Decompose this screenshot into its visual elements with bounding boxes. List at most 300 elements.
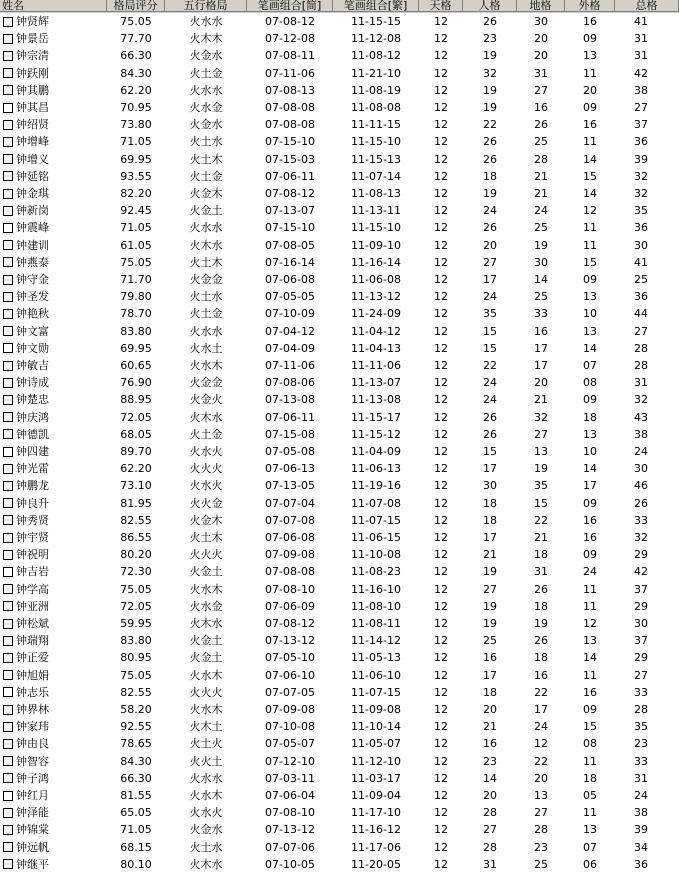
table-row[interactable] — [0, 839, 679, 856]
row-checkbox[interactable] — [3, 584, 13, 594]
renge-cell: 27 — [483, 823, 497, 837]
score-cell: 62.20 — [120, 83, 152, 97]
name-cell — [3, 185, 107, 202]
wuxing-cell: 火金金 — [189, 273, 223, 286]
waige-cell: 13 — [583, 324, 597, 338]
table-row[interactable] — [0, 529, 679, 546]
table-row[interactable] — [0, 667, 679, 684]
table-row[interactable] — [0, 856, 679, 873]
score-cell: 86.55 — [120, 531, 152, 544]
tiange-cell: 12 — [434, 634, 448, 648]
renge-cell: 20 — [483, 789, 497, 802]
zongge-cell: 33 — [634, 685, 648, 699]
waige-cell: 13 — [583, 427, 597, 441]
renge-cell: 23 — [483, 32, 497, 46]
table-row[interactable] — [0, 305, 679, 322]
row-checkbox[interactable] — [3, 412, 13, 422]
col-header-strokes-traditional[interactable]: 笔画组合[繁] — [333, 0, 419, 12]
zongge-cell: 32 — [634, 169, 648, 183]
zongge-cell: 41 — [634, 255, 648, 269]
row-checkbox[interactable] — [3, 687, 13, 697]
table-row[interactable] — [0, 133, 679, 150]
table-row[interactable] — [0, 13, 679, 30]
dige-cell: 14 — [534, 273, 548, 286]
row-checkbox[interactable] — [3, 326, 13, 336]
score-cell: 73.80 — [120, 118, 152, 132]
dige-cell: 28 — [534, 152, 548, 166]
row-checkbox[interactable] — [3, 257, 13, 267]
score-cell: 80.10 — [120, 857, 152, 871]
dige-cell: 16 — [534, 324, 548, 338]
table-row[interactable] — [0, 409, 679, 426]
tiange-cell: 12 — [434, 703, 448, 716]
table-row[interactable] — [0, 787, 679, 804]
waige-cell: 15 — [583, 720, 597, 734]
zongge-cell: 25 — [634, 273, 648, 286]
table-row[interactable] — [0, 770, 679, 787]
renge-cell: 24 — [483, 393, 497, 407]
row-checkbox[interactable] — [3, 361, 13, 371]
zongge-cell: 28 — [634, 341, 648, 355]
row-checkbox[interactable] — [3, 619, 13, 629]
row-checkbox[interactable] — [3, 670, 13, 680]
dige-cell: 21 — [534, 187, 548, 200]
score-cell: 71.05 — [120, 135, 152, 149]
strokes-simplified-cell: 07-08-13 — [265, 83, 315, 97]
table-row[interactable] — [0, 684, 679, 701]
dige-cell: 17 — [534, 703, 548, 716]
score-cell: 58.20 — [120, 703, 152, 716]
col-header-strokes-simplified[interactable]: 笔画组合[简] — [247, 0, 333, 12]
table-row[interactable] — [0, 701, 679, 718]
zongge-cell: 36 — [634, 290, 648, 304]
row-checkbox[interactable] — [3, 464, 13, 474]
zongge-cell: 34 — [634, 840, 648, 854]
row-checkbox[interactable] — [3, 842, 13, 852]
table-row[interactable] — [0, 271, 679, 288]
renge-cell: 18 — [483, 685, 497, 699]
table-row[interactable] — [0, 563, 679, 580]
row-checkbox[interactable] — [3, 309, 13, 319]
tiange-cell: 12 — [434, 83, 448, 97]
row-checkbox[interactable] — [3, 171, 13, 181]
row-checkbox[interactable] — [3, 791, 13, 801]
row-checkbox[interactable] — [3, 189, 13, 199]
dige-cell: 21 — [534, 169, 548, 183]
name-cell — [3, 47, 107, 64]
zongge-cell: 29 — [634, 651, 648, 665]
strokes-traditional-cell: 11-14-12 — [351, 634, 401, 648]
table-row[interactable] — [0, 615, 679, 632]
zongge-cell: 30 — [634, 617, 648, 630]
col-header-wuxing[interactable]: 五行格局 — [165, 0, 247, 12]
waige-cell: 14 — [583, 651, 597, 665]
dige-cell: 24 — [534, 204, 548, 218]
zongge-cell: 41 — [634, 15, 648, 28]
name-cell — [3, 254, 107, 271]
table-row[interactable] — [0, 718, 679, 735]
row-checkbox[interactable] — [3, 722, 13, 732]
dige-cell: 15 — [534, 496, 548, 510]
zongge-cell: 39 — [634, 823, 648, 837]
strokes-traditional-cell: 11-13-07 — [351, 376, 401, 390]
table-row[interactable] — [0, 254, 679, 271]
row-checkbox[interactable] — [3, 859, 13, 869]
score-cell: 81.55 — [120, 789, 152, 802]
row-checkbox[interactable] — [3, 68, 13, 78]
zongge-cell: 30 — [634, 462, 648, 476]
row-checkbox[interactable] — [3, 481, 13, 491]
strokes-simplified-cell: 07-12-08 — [265, 32, 315, 46]
dige-cell: 23 — [534, 840, 548, 854]
table-row[interactable] — [0, 168, 679, 185]
waige-cell: 09 — [583, 548, 597, 562]
tiange-cell: 12 — [434, 479, 448, 493]
wuxing-cell: 火金木 — [189, 513, 223, 527]
renge-cell: 31 — [483, 857, 497, 871]
tiange-cell: 12 — [434, 169, 448, 183]
strokes-traditional-cell: 11-21-10 — [351, 66, 401, 80]
dige-cell: 30 — [534, 15, 548, 28]
waige-cell: 15 — [583, 169, 597, 183]
score-cell: 60.65 — [120, 359, 152, 372]
row-checkbox[interactable] — [3, 85, 13, 95]
strokes-traditional-cell: 11-07-14 — [351, 169, 401, 183]
tiange-cell: 12 — [434, 668, 448, 682]
waige-cell: 06 — [583, 857, 597, 871]
row-checkbox[interactable] — [3, 705, 13, 715]
score-cell: 80.20 — [120, 548, 152, 562]
row-checkbox[interactable] — [3, 395, 13, 405]
name-label: 钟守金 — [16, 273, 49, 286]
name-cell — [3, 667, 107, 684]
strokes-simplified-cell: 07-08-12 — [265, 617, 315, 630]
tiange-cell: 12 — [434, 324, 448, 338]
waige-cell: 09 — [583, 273, 597, 286]
score-cell: 69.95 — [120, 152, 152, 166]
zongge-cell: 31 — [634, 771, 648, 785]
renge-cell: 15 — [483, 445, 497, 458]
row-checkbox[interactable] — [3, 601, 13, 611]
waige-cell: 09 — [583, 393, 597, 407]
row-checkbox[interactable] — [3, 378, 13, 388]
table-row[interactable] — [0, 357, 679, 374]
tiange-cell: 12 — [434, 341, 448, 355]
row-checkbox[interactable] — [3, 223, 13, 233]
waige-cell: 20 — [583, 83, 597, 97]
tiange-cell: 12 — [434, 135, 448, 149]
waige-cell: 18 — [583, 771, 597, 785]
wuxing-cell: 火金土 — [189, 634, 223, 648]
row-checkbox[interactable] — [3, 154, 13, 164]
name-cell — [3, 718, 107, 735]
strokes-traditional-cell: 11-16-14 — [351, 255, 401, 269]
tiange-cell: 12 — [434, 204, 448, 218]
strokes-traditional-cell: 11-16-10 — [351, 582, 401, 596]
name-cell — [3, 821, 107, 838]
score-cell: 84.30 — [120, 66, 152, 80]
score-cell: 59.95 — [120, 617, 152, 630]
table-row[interactable] — [0, 82, 679, 99]
zongge-cell: 36 — [634, 857, 648, 871]
row-checkbox[interactable] — [3, 51, 13, 61]
table-row[interactable] — [0, 288, 679, 305]
row-checkbox[interactable] — [3, 292, 13, 302]
zongge-cell: 38 — [634, 83, 648, 97]
col-header-zongge[interactable]: 总格 — [615, 0, 679, 12]
zongge-cell: 38 — [634, 427, 648, 441]
dige-cell: 18 — [534, 548, 548, 562]
renge-cell: 30 — [483, 479, 497, 493]
name-cell — [3, 684, 107, 701]
waige-cell: 16 — [583, 15, 597, 28]
renge-cell: 20 — [483, 238, 497, 252]
table-row[interactable] — [0, 546, 679, 563]
waige-cell: 10 — [583, 445, 597, 458]
table-row[interactable] — [0, 443, 679, 460]
score-cell: 71.05 — [120, 823, 152, 837]
tiange-cell: 12 — [434, 238, 448, 252]
zongge-cell: 38 — [634, 806, 648, 820]
table-row[interactable] — [0, 735, 679, 752]
strokes-simplified-cell: 07-13-05 — [265, 479, 315, 493]
strokes-simplified-cell: 07-09-08 — [265, 548, 315, 562]
row-checkbox[interactable] — [3, 275, 13, 285]
tiange-cell: 12 — [434, 15, 448, 28]
dige-cell: 21 — [534, 393, 548, 407]
row-checkbox[interactable] — [3, 739, 13, 749]
table-row[interactable] — [0, 581, 679, 598]
col-header-waige[interactable]: 外格 — [565, 0, 615, 12]
row-checkbox[interactable] — [3, 103, 13, 113]
wuxing-cell: 火土水 — [189, 135, 223, 149]
strokes-traditional-cell: 11-10-14 — [351, 720, 401, 734]
row-checkbox[interactable] — [3, 498, 13, 508]
table-row[interactable] — [0, 47, 679, 64]
strokes-traditional-cell: 11-17-10 — [351, 806, 401, 820]
table-row[interactable] — [0, 649, 679, 666]
strokes-traditional-cell: 11-11-15 — [351, 118, 401, 132]
tiange-cell: 12 — [434, 496, 448, 510]
col-header-score[interactable]: 格局评分 — [107, 0, 165, 12]
dige-cell: 19 — [534, 462, 548, 476]
row-checkbox[interactable] — [3, 636, 13, 646]
name-label: 钟庆鸿 — [16, 410, 49, 424]
wuxing-cell: 火金火 — [189, 393, 223, 407]
score-cell: 84.30 — [120, 754, 152, 768]
name-label: 钟泽能 — [16, 806, 49, 820]
row-checkbox[interactable] — [3, 343, 13, 353]
strokes-traditional-cell: 11-15-10 — [351, 221, 401, 235]
score-cell: 68.05 — [120, 427, 152, 441]
zongge-cell: 31 — [634, 49, 648, 63]
row-checkbox[interactable] — [3, 447, 13, 457]
row-checkbox[interactable] — [3, 653, 13, 663]
row-checkbox[interactable] — [3, 533, 13, 543]
dige-cell: 25 — [534, 857, 548, 871]
name-label: 钟文勋 — [16, 341, 49, 355]
name-cell — [3, 443, 107, 460]
score-cell: 92.55 — [120, 720, 152, 734]
name-cell — [3, 357, 107, 374]
strokes-traditional-cell: 11-04-09 — [351, 445, 401, 458]
renge-cell: 23 — [483, 754, 497, 768]
row-checkbox[interactable] — [3, 429, 13, 439]
zongge-cell: 26 — [634, 496, 648, 510]
table-row[interactable] — [0, 185, 679, 202]
row-checkbox[interactable] — [3, 567, 13, 577]
waige-cell: 09 — [583, 101, 597, 114]
tiange-cell: 12 — [434, 857, 448, 871]
table-row[interactable] — [0, 821, 679, 838]
row-checkbox[interactable] — [3, 825, 13, 835]
tiange-cell: 12 — [434, 840, 448, 854]
tiange-cell: 12 — [434, 393, 448, 407]
col-header-name[interactable]: 姓名 — [0, 0, 107, 12]
table-row[interactable] — [0, 753, 679, 770]
dige-cell: 22 — [534, 513, 548, 527]
tiange-cell: 12 — [434, 187, 448, 200]
name-label: 钟瑞翔 — [16, 634, 49, 648]
table-row[interactable] — [0, 374, 679, 391]
table-row[interactable] — [0, 477, 679, 494]
name-cell — [3, 649, 107, 666]
strokes-traditional-cell: 11-15-13 — [351, 152, 401, 166]
name-cell — [3, 82, 107, 99]
wuxing-cell: 火土水 — [189, 290, 223, 304]
name-label: 钟延铭 — [16, 169, 49, 183]
name-label: 钟震峰 — [16, 221, 49, 235]
row-checkbox[interactable] — [3, 34, 13, 44]
zongge-cell: 32 — [634, 393, 648, 407]
wuxing-cell: 火金水 — [189, 118, 223, 132]
dige-cell: 35 — [534, 479, 548, 493]
col-header-renge[interactable]: 人格 — [463, 0, 517, 12]
row-checkbox[interactable] — [3, 137, 13, 147]
renge-cell: 19 — [483, 599, 497, 613]
row-checkbox[interactable] — [3, 773, 13, 783]
wuxing-cell: 火木木 — [189, 32, 223, 46]
waige-cell: 11 — [583, 599, 597, 613]
strokes-simplified-cell: 07-06-10 — [265, 668, 315, 682]
dige-cell: 17 — [534, 341, 548, 355]
dige-cell: 27 — [534, 427, 548, 441]
table-row[interactable] — [0, 460, 679, 477]
table-row[interactable] — [0, 202, 679, 219]
table-row[interactable] — [0, 495, 679, 512]
name-cell — [3, 30, 107, 47]
strokes-traditional-cell: 11-04-13 — [351, 341, 401, 355]
table-row[interactable] — [0, 632, 679, 649]
strokes-simplified-cell: 07-03-11 — [265, 771, 315, 785]
renge-cell: 18 — [483, 513, 497, 527]
table-row[interactable] — [0, 30, 679, 47]
dige-cell: 21 — [534, 531, 548, 544]
waige-cell: 15 — [583, 255, 597, 269]
table-row[interactable] — [0, 512, 679, 529]
dige-cell: 25 — [534, 221, 548, 235]
tiange-cell: 12 — [434, 376, 448, 390]
row-checkbox[interactable] — [3, 17, 13, 27]
table-row[interactable] — [0, 340, 679, 357]
name-label: 钟锦棠 — [16, 823, 49, 837]
zongge-cell: 35 — [634, 720, 648, 734]
row-checkbox[interactable] — [3, 240, 13, 250]
name-cell — [3, 116, 107, 133]
name-label: 钟贤辉 — [16, 15, 49, 28]
wuxing-cell: 火水火 — [189, 806, 223, 820]
renge-cell: 17 — [483, 273, 497, 286]
table-row[interactable] — [0, 99, 679, 116]
strokes-simplified-cell: 07-08-12 — [265, 187, 315, 200]
zongge-cell: 43 — [634, 410, 648, 424]
table-row[interactable] — [0, 65, 679, 82]
strokes-traditional-cell: 11-20-05 — [351, 857, 401, 871]
name-label: 钟景岳 — [16, 32, 49, 46]
score-cell: 77.70 — [120, 32, 152, 46]
table-row[interactable] — [0, 426, 679, 443]
table-row[interactable] — [0, 116, 679, 133]
row-checkbox[interactable] — [3, 808, 13, 818]
name-label: 钟秀贤 — [16, 513, 49, 527]
col-header-tiange[interactable]: 天格 — [419, 0, 463, 12]
dige-cell: 13 — [534, 445, 548, 458]
zongge-cell: 37 — [634, 118, 648, 132]
tiange-cell: 12 — [434, 255, 448, 269]
name-label: 钟祝明 — [16, 548, 49, 562]
name-label: 钟鹏龙 — [16, 479, 49, 493]
waige-cell: 08 — [583, 376, 597, 390]
table-row[interactable] — [0, 237, 679, 254]
zongge-cell: 36 — [634, 135, 648, 149]
row-checkbox[interactable] — [3, 515, 13, 525]
waige-cell: 09 — [583, 703, 597, 716]
table-row[interactable] — [0, 151, 679, 168]
strokes-traditional-cell: 11-16-12 — [351, 823, 401, 837]
row-checkbox[interactable] — [3, 756, 13, 766]
col-header-dige[interactable]: 地格 — [517, 0, 565, 12]
strokes-simplified-cell: 07-15-03 — [265, 152, 315, 166]
strokes-simplified-cell: 07-05-08 — [265, 445, 315, 458]
wuxing-cell: 火火土 — [189, 754, 223, 768]
renge-cell: 19 — [483, 187, 497, 200]
table-row[interactable] — [0, 391, 679, 408]
strokes-traditional-cell: 11-07-08 — [351, 496, 401, 510]
waige-cell: 11 — [583, 668, 597, 682]
zongge-cell: 44 — [634, 307, 648, 321]
renge-cell: 28 — [483, 806, 497, 820]
strokes-traditional-cell: 11-09-04 — [351, 789, 401, 802]
table-row[interactable] — [0, 219, 679, 236]
strokes-simplified-cell: 07-15-08 — [265, 427, 315, 441]
name-cell — [3, 546, 107, 563]
waige-cell: 07 — [583, 840, 597, 854]
strokes-simplified-cell: 07-15-10 — [265, 135, 315, 149]
table-row[interactable] — [0, 598, 679, 615]
name-label: 钟新岗 — [16, 204, 49, 218]
table-row[interactable] — [0, 323, 679, 340]
strokes-traditional-cell: 11-17-06 — [351, 840, 401, 854]
name-label: 钟增义 — [16, 152, 49, 166]
table-row[interactable] — [0, 804, 679, 821]
row-checkbox[interactable] — [3, 120, 13, 130]
strokes-traditional-cell: 11-03-17 — [351, 771, 401, 785]
waige-cell: 14 — [583, 341, 597, 355]
score-cell: 88.95 — [120, 393, 152, 407]
row-checkbox[interactable] — [3, 206, 13, 216]
strokes-simplified-cell: 07-15-10 — [265, 221, 315, 235]
row-checkbox[interactable] — [3, 550, 13, 560]
